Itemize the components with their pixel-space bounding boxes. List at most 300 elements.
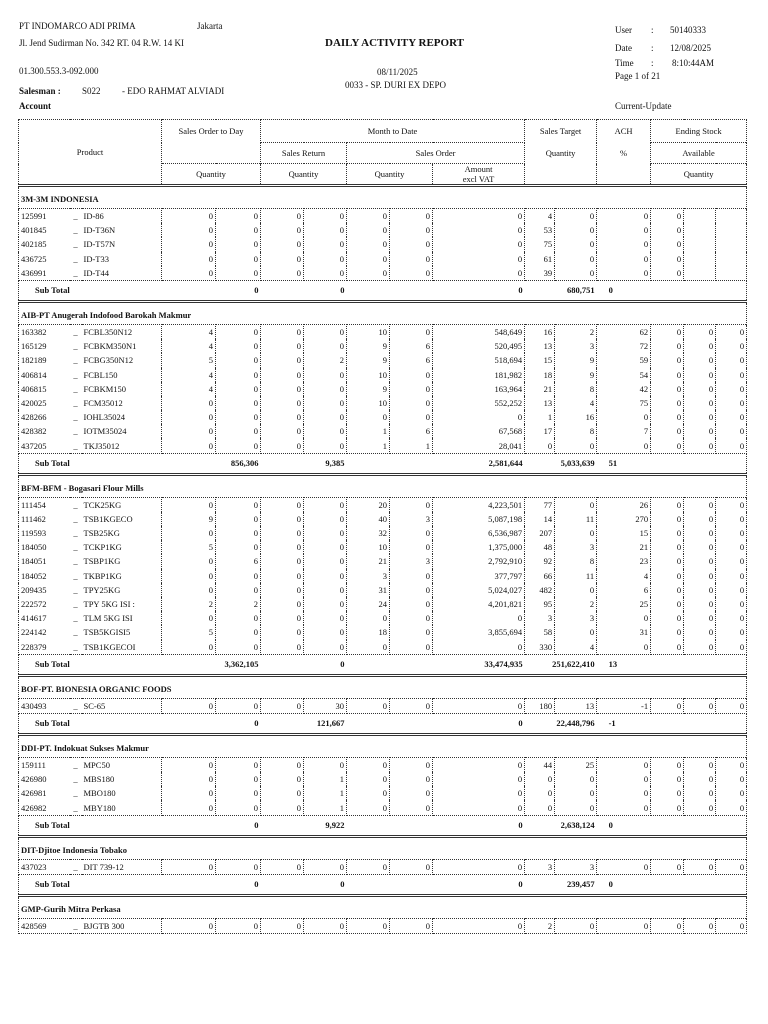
ach-percent: 59 bbox=[597, 353, 651, 367]
target-qty-a: 3 bbox=[525, 859, 555, 874]
target-qty-a: 39 bbox=[525, 266, 555, 281]
order-qty-a: 20 bbox=[347, 497, 390, 512]
product-row bbox=[19, 540, 747, 554]
ach-percent: 0 bbox=[597, 252, 651, 266]
product-row bbox=[19, 597, 747, 611]
product-name: ID-T36N bbox=[82, 223, 162, 237]
subtotal-row bbox=[19, 654, 747, 675]
amount-excl-vat: 0 bbox=[433, 859, 525, 874]
product-code: 224142 bbox=[19, 625, 70, 639]
product-row bbox=[19, 554, 747, 568]
amount-excl-vat: 0 bbox=[433, 800, 525, 815]
subtotal-amount: 0 bbox=[518, 285, 523, 296]
stock-c: 0 bbox=[716, 569, 747, 583]
ach-percent: 31 bbox=[597, 625, 651, 639]
today-extra: 0 bbox=[216, 266, 261, 281]
order-qty-a: 9 bbox=[347, 339, 390, 353]
order-qty-b: 0 bbox=[390, 252, 433, 266]
product-separator: _ bbox=[73, 528, 78, 539]
target-qty-b: 0 bbox=[555, 772, 597, 786]
subtotal-today: 856,306 bbox=[230, 458, 259, 469]
product-row bbox=[19, 583, 747, 597]
return-qty-b: 0 bbox=[304, 410, 347, 424]
product-separator: _ bbox=[73, 788, 78, 799]
product-row bbox=[19, 424, 747, 438]
column-month-to-date: Month to Date bbox=[261, 120, 525, 143]
stock-a: 0 bbox=[651, 918, 684, 933]
product-row bbox=[19, 266, 747, 281]
stock-a: 0 bbox=[651, 554, 684, 568]
amount-excl-vat: 1,375,000 bbox=[433, 540, 525, 554]
ach-percent: 0 bbox=[597, 786, 651, 800]
group-header bbox=[19, 734, 747, 757]
return-qty-a: 0 bbox=[261, 540, 304, 554]
subtotal-amount: 33,474,935 bbox=[484, 659, 523, 670]
report-date: 08/11/2025 bbox=[377, 67, 418, 77]
product-code: 402185 bbox=[19, 237, 70, 251]
order-qty-a: 3 bbox=[347, 569, 390, 583]
order-qty-b: 0 bbox=[390, 497, 433, 512]
today-order-qty: 4 bbox=[162, 368, 216, 382]
today-order-qty: 0 bbox=[162, 266, 216, 281]
stock-c: 0 bbox=[716, 438, 747, 453]
stock-b: 0 bbox=[684, 554, 716, 568]
order-qty-a: 0 bbox=[347, 786, 390, 800]
today-order-qty: 0 bbox=[162, 237, 216, 251]
product-separator: _ bbox=[73, 397, 78, 408]
product-separator: _ bbox=[70, 757, 82, 772]
order-qty-a: 0 bbox=[347, 800, 390, 815]
target-qty-a: 13 bbox=[525, 396, 555, 410]
stock-a: 0 bbox=[651, 772, 684, 786]
column-excl-vat: excl VAT bbox=[462, 174, 495, 184]
today-extra: 0 bbox=[216, 497, 261, 512]
stock-a: 0 bbox=[651, 526, 684, 540]
return-qty-a: 0 bbox=[261, 640, 304, 655]
product-name: FCM35012 bbox=[82, 396, 162, 410]
stock-c: 0 bbox=[716, 640, 747, 655]
target-qty-b: 25 bbox=[555, 757, 597, 772]
product-name: TSB5KGISI5 bbox=[82, 625, 162, 639]
amount-excl-vat: 0 bbox=[433, 266, 525, 281]
product-separator: _ bbox=[73, 355, 78, 366]
order-qty-a: 40 bbox=[347, 512, 390, 526]
return-qty-a: 0 bbox=[261, 353, 304, 367]
product-row bbox=[19, 512, 747, 526]
return-qty-a: 0 bbox=[261, 382, 304, 396]
stock-a: 0 bbox=[651, 859, 684, 874]
column-target-quantity: Quantity bbox=[525, 143, 597, 164]
product-name: IOTM35024 bbox=[82, 424, 162, 438]
product-name: FCBKM150 bbox=[82, 382, 162, 396]
stock-b: 0 bbox=[684, 512, 716, 526]
today-extra: 0 bbox=[216, 368, 261, 382]
today-extra: 0 bbox=[216, 698, 261, 713]
stock-c: 0 bbox=[716, 597, 747, 611]
amount-excl-vat: 0 bbox=[433, 223, 525, 237]
amount-excl-vat: 0 bbox=[433, 698, 525, 713]
product-separator: _ bbox=[73, 513, 78, 524]
stock-b: 0 bbox=[684, 597, 716, 611]
stock-b: 0 bbox=[684, 800, 716, 815]
amount-excl-vat: 5,024,027 bbox=[433, 583, 525, 597]
return-qty-a: 0 bbox=[261, 918, 304, 933]
return-qty-a: 0 bbox=[261, 583, 304, 597]
return-qty-b: 0 bbox=[304, 640, 347, 655]
product-separator: _ bbox=[70, 438, 82, 453]
target-qty-b: 0 bbox=[555, 786, 597, 800]
ach-percent: 0 bbox=[597, 209, 651, 224]
column-sales-order: Sales Order bbox=[347, 143, 525, 164]
product-code: 163382 bbox=[19, 324, 70, 339]
target-qty-b: 0 bbox=[555, 438, 597, 453]
target-qty-b: 16 bbox=[555, 410, 597, 424]
stock-a: 0 bbox=[651, 424, 684, 438]
target-qty-b: 0 bbox=[555, 237, 597, 251]
product-separator: _ bbox=[73, 542, 78, 553]
stock-b: 0 bbox=[684, 583, 716, 597]
stock-b: 0 bbox=[684, 497, 716, 512]
group-header bbox=[19, 675, 747, 698]
product-name: TPY25KG bbox=[82, 583, 162, 597]
order-qty-a: 0 bbox=[347, 640, 390, 655]
amount-excl-vat: 2,792,910 bbox=[433, 554, 525, 568]
product-separator: _ bbox=[73, 584, 78, 595]
product-row bbox=[19, 918, 747, 933]
today-order-qty: 5 bbox=[162, 353, 216, 367]
subtotal-row bbox=[19, 453, 747, 474]
salesman-label: Salesman : bbox=[19, 86, 61, 96]
product-name: TSB1KGECO bbox=[82, 512, 162, 526]
product-name: TSB25KG bbox=[82, 526, 162, 540]
order-qty-a: 0 bbox=[347, 410, 390, 424]
return-qty-b: 1 bbox=[304, 772, 347, 786]
ach-percent: -1 bbox=[597, 698, 651, 713]
return-qty-a: 0 bbox=[261, 424, 304, 438]
target-qty-a: 61 bbox=[525, 252, 555, 266]
today-order-qty: 0 bbox=[162, 583, 216, 597]
today-order-qty: 0 bbox=[162, 396, 216, 410]
product-row bbox=[19, 698, 747, 713]
ach-percent: 4 bbox=[597, 569, 651, 583]
today-order-qty: 0 bbox=[162, 252, 216, 266]
subtotal-row bbox=[19, 815, 747, 836]
product-row bbox=[19, 611, 747, 625]
return-qty-b: 0 bbox=[304, 252, 347, 266]
product-separator: _ bbox=[70, 209, 82, 224]
today-order-qty: 5 bbox=[162, 540, 216, 554]
today-extra: 0 bbox=[216, 438, 261, 453]
today-extra: 0 bbox=[216, 918, 261, 933]
subtotal-label: Sub Total bbox=[19, 874, 162, 895]
stock-b: 0 bbox=[684, 396, 716, 410]
return-qty-a: 0 bbox=[261, 324, 304, 339]
order-qty-b: 6 bbox=[390, 339, 433, 353]
target-qty-a: 75 bbox=[525, 237, 555, 251]
return-qty-b: 0 bbox=[304, 625, 347, 639]
order-qty-b: 0 bbox=[390, 209, 433, 224]
today-order-qty: 0 bbox=[162, 554, 216, 568]
stock-c: 0 bbox=[716, 339, 747, 353]
company-city: Jakarta bbox=[197, 21, 223, 31]
product-name: TSB1KGECOI bbox=[82, 640, 162, 655]
target-qty-a: 207 bbox=[525, 526, 555, 540]
product-code: 414617 bbox=[19, 611, 70, 625]
user-label: User bbox=[615, 25, 632, 35]
order-qty-b: 0 bbox=[390, 569, 433, 583]
stock-c: 0 bbox=[716, 859, 747, 874]
column-today-quantity: Quantity bbox=[162, 164, 261, 186]
subtotal-row bbox=[19, 713, 747, 734]
amount-excl-vat: 548,649 bbox=[433, 324, 525, 339]
return-qty-a: 0 bbox=[261, 339, 304, 353]
return-qty-b: 0 bbox=[304, 611, 347, 625]
stock-c: 0 bbox=[716, 497, 747, 512]
stock-a: 0 bbox=[651, 625, 684, 639]
product-code: 228379 bbox=[19, 640, 70, 655]
date-value: 12/08/2025 bbox=[670, 43, 712, 53]
product-separator: _ bbox=[70, 800, 82, 815]
today-extra: 0 bbox=[216, 396, 261, 410]
today-extra: 0 bbox=[216, 859, 261, 874]
stock-a: 0 bbox=[651, 353, 684, 367]
product-code: 426982 bbox=[19, 800, 70, 815]
order-qty-b: 0 bbox=[390, 698, 433, 713]
target-qty-a: 13 bbox=[525, 339, 555, 353]
today-extra: 0 bbox=[216, 209, 261, 224]
order-qty-a: 0 bbox=[347, 757, 390, 772]
target-qty-a: 77 bbox=[525, 497, 555, 512]
return-qty-b: 0 bbox=[304, 554, 347, 568]
ach-percent: 0 bbox=[597, 611, 651, 625]
column-amount-excl-vat bbox=[433, 164, 525, 186]
product-code: 437205 bbox=[19, 438, 70, 453]
subtotal-label: Sub Total bbox=[19, 453, 162, 474]
column-return-quantity: Quantity bbox=[261, 164, 347, 186]
return-qty-a: 0 bbox=[261, 800, 304, 815]
subtotal-ach: 51 bbox=[608, 458, 618, 469]
column-available: Available bbox=[651, 143, 747, 164]
group-header bbox=[19, 474, 747, 497]
return-qty-b: 1 bbox=[304, 800, 347, 815]
order-qty-b: 1 bbox=[390, 438, 433, 453]
product-separator: _ bbox=[73, 369, 78, 380]
stock-a: 0 bbox=[651, 438, 684, 453]
stock-c: 0 bbox=[716, 918, 747, 933]
product-name: FCBL350N12 bbox=[82, 324, 162, 339]
subtotal-ach: 13 bbox=[608, 659, 618, 670]
stock-c: 0 bbox=[716, 410, 747, 424]
product-separator: _ bbox=[70, 266, 82, 281]
today-order-qty: 0 bbox=[162, 640, 216, 655]
ach-percent: 21 bbox=[597, 540, 651, 554]
stock-a: 0 bbox=[651, 368, 684, 382]
subtotal-target: 22,448,796 bbox=[556, 718, 595, 729]
amount-excl-vat: 518,694 bbox=[433, 353, 525, 367]
product-separator: _ bbox=[70, 640, 82, 655]
order-qty-a: 0 bbox=[347, 859, 390, 874]
column-sales-return: Sales Return bbox=[261, 143, 347, 164]
today-order-qty: 0 bbox=[162, 223, 216, 237]
product-name: MPC50 bbox=[82, 757, 162, 772]
product-code: 430493 bbox=[19, 698, 70, 713]
amount-excl-vat: 0 bbox=[433, 209, 525, 224]
date-colon: : bbox=[651, 43, 654, 53]
product-separator: _ bbox=[73, 253, 78, 264]
order-qty-b: 0 bbox=[390, 382, 433, 396]
target-qty-a: 4 bbox=[525, 209, 555, 224]
stock-c: 0 bbox=[716, 382, 747, 396]
order-qty-b: 0 bbox=[390, 772, 433, 786]
subtotal-target: 251,622,410 bbox=[552, 659, 595, 670]
amount-excl-vat: 4,223,501 bbox=[433, 497, 525, 512]
order-qty-b: 0 bbox=[390, 324, 433, 339]
return-qty-b: 0 bbox=[304, 368, 347, 382]
product-code: 406815 bbox=[19, 382, 70, 396]
product-code: 184050 bbox=[19, 540, 70, 554]
order-qty-b: 0 bbox=[390, 757, 433, 772]
product-separator: _ bbox=[70, 859, 82, 874]
stock-b: 0 bbox=[684, 611, 716, 625]
today-extra: 0 bbox=[216, 424, 261, 438]
target-qty-a: 0 bbox=[525, 800, 555, 815]
product-separator: _ bbox=[73, 239, 78, 250]
return-qty-a: 0 bbox=[261, 396, 304, 410]
today-order-qty: 0 bbox=[162, 526, 216, 540]
order-qty-a: 9 bbox=[347, 353, 390, 367]
product-row bbox=[19, 757, 747, 772]
product-row bbox=[19, 410, 747, 424]
stock-c: 0 bbox=[716, 772, 747, 786]
order-qty-b: 6 bbox=[390, 353, 433, 367]
stock-c: 0 bbox=[716, 757, 747, 772]
product-row bbox=[19, 324, 747, 339]
return-qty-a: 0 bbox=[261, 772, 304, 786]
order-qty-b: 0 bbox=[390, 583, 433, 597]
order-qty-a: 10 bbox=[347, 324, 390, 339]
product-row bbox=[19, 497, 747, 512]
product-separator: _ bbox=[73, 599, 78, 610]
today-extra: 0 bbox=[216, 583, 261, 597]
amount-excl-vat: 377,797 bbox=[433, 569, 525, 583]
ach-percent: 75 bbox=[597, 396, 651, 410]
product-row bbox=[19, 800, 747, 815]
product-row bbox=[19, 772, 747, 786]
time-value: 8:10:44AM bbox=[672, 58, 715, 68]
return-qty-a: 0 bbox=[261, 438, 304, 453]
order-qty-a: 0 bbox=[347, 237, 390, 251]
product-code: 222572 bbox=[19, 597, 70, 611]
stock-b: 0 bbox=[684, 438, 716, 453]
account-label: Account bbox=[19, 101, 51, 111]
stock-c: 0 bbox=[716, 526, 747, 540]
today-extra: 0 bbox=[216, 252, 261, 266]
return-qty-b: 0 bbox=[304, 209, 347, 224]
product-row bbox=[19, 438, 747, 453]
stock-a: 0 bbox=[651, 497, 684, 512]
return-qty-b: 0 bbox=[304, 324, 347, 339]
column-ach-percent: % bbox=[597, 143, 651, 164]
product-code: 209435 bbox=[19, 583, 70, 597]
product-name: ID-T33 bbox=[82, 252, 162, 266]
return-qty-b: 0 bbox=[304, 512, 347, 526]
today-extra: 0 bbox=[216, 625, 261, 639]
target-qty-a: 2 bbox=[525, 918, 555, 933]
stock-c: 0 bbox=[716, 368, 747, 382]
product-code: 125991 bbox=[19, 209, 70, 224]
time-label: Time bbox=[615, 58, 634, 68]
product-separator: _ bbox=[73, 570, 78, 581]
product-name: MBO180 bbox=[82, 786, 162, 800]
today-order-qty: 2 bbox=[162, 597, 216, 611]
stock-b: 0 bbox=[684, 526, 716, 540]
product-name: MBS180 bbox=[82, 772, 162, 786]
product-separator: _ bbox=[73, 613, 78, 624]
product-code: 401845 bbox=[19, 223, 70, 237]
today-extra: 6 bbox=[216, 554, 261, 568]
order-qty-a: 9 bbox=[347, 382, 390, 396]
return-qty-b: 0 bbox=[304, 339, 347, 353]
group-name: DDI-PT. Indokuat Sukses Makmur bbox=[19, 734, 747, 757]
target-qty-a: 44 bbox=[525, 757, 555, 772]
group-name: GMP-Gurih Mitra Perkasa bbox=[19, 895, 747, 918]
column-order-quantity: Quantity bbox=[347, 164, 433, 186]
subtotal-label: Sub Total bbox=[19, 280, 162, 301]
product-name: TPY 5KG ISI : bbox=[82, 597, 162, 611]
product-code: 428266 bbox=[19, 410, 70, 424]
amount-excl-vat: 0 bbox=[433, 237, 525, 251]
ach-percent: 15 bbox=[597, 526, 651, 540]
group-name: AIB-PT Anugerah Indofood Barokah Makmur bbox=[19, 301, 747, 324]
today-order-qty: 5 bbox=[162, 625, 216, 639]
subtotal-target: 5,033,639 bbox=[560, 458, 595, 469]
product-name: MBY180 bbox=[82, 800, 162, 815]
target-qty-b: 8 bbox=[555, 424, 597, 438]
product-row bbox=[19, 237, 747, 251]
product-separator: _ bbox=[70, 497, 82, 512]
subtotal-label: Sub Total bbox=[19, 713, 162, 734]
order-qty-a: 0 bbox=[347, 611, 390, 625]
order-qty-a: 21 bbox=[347, 554, 390, 568]
subtotal-amount: 0 bbox=[518, 820, 523, 831]
user-value: 50140333 bbox=[670, 25, 706, 35]
product-code: 119593 bbox=[19, 526, 70, 540]
return-qty-a: 0 bbox=[261, 223, 304, 237]
return-qty-b: 0 bbox=[304, 223, 347, 237]
product-separator: _ bbox=[73, 627, 78, 638]
product-code: 111454 bbox=[19, 497, 70, 512]
today-extra: 0 bbox=[216, 540, 261, 554]
target-qty-b: 4 bbox=[555, 396, 597, 410]
ach-percent: 0 bbox=[597, 237, 651, 251]
return-qty-a: 0 bbox=[261, 266, 304, 281]
amount-excl-vat: 163,964 bbox=[433, 382, 525, 396]
product-name: FCBG350N12 bbox=[82, 353, 162, 367]
subtotal-return: 0 bbox=[340, 659, 345, 670]
product-code: 420025 bbox=[19, 396, 70, 410]
return-qty-b: 0 bbox=[304, 424, 347, 438]
return-qty-a: 0 bbox=[261, 625, 304, 639]
stock-c: 0 bbox=[716, 396, 747, 410]
today-order-qty: 0 bbox=[162, 757, 216, 772]
today-order-qty: 0 bbox=[162, 786, 216, 800]
stock-b: 0 bbox=[684, 353, 716, 367]
target-qty-a: 95 bbox=[525, 597, 555, 611]
product-separator: _ bbox=[70, 324, 82, 339]
stock-a: 0 bbox=[651, 583, 684, 597]
today-order-qty: 0 bbox=[162, 424, 216, 438]
target-qty-a: 14 bbox=[525, 512, 555, 526]
